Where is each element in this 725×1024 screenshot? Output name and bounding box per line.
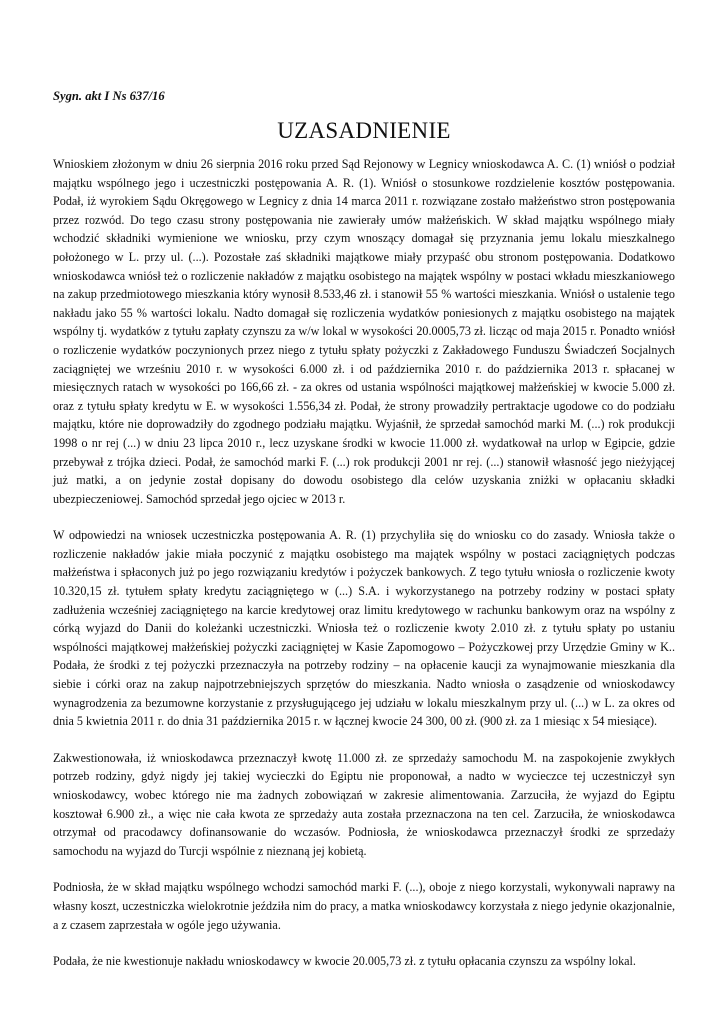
paragraph-3: Zakwestionowała, iż wnioskodawca przeznaczył kwotę 11.000 zł. ze sprzedaży samochodu M. na zaspokojenie zwykłych potrzeb rodziny, gdyż nigdy jej takiej wycieczki do Egiptu nie proponował, a nadto w wycieczce tej uczestniczył syn wnioskodawcy, wobec którego nie ma żadnych zobowiązań w zakresie alimentowania. Zarzuciła, że wyjazd do Egiptu kosztował 6.900 zł., a więc nie cała kwota ze sprzedaży auta została przeznaczona na ten cel. Zarzuciła, że wnioskodawca otrzymał od pracodawcy dofinansowanie do wczasów. Podniosła, że wnioskodawca przeznaczył środki ze sprzedaży samochodu na wyjazd do Turcji wspólnie z nieznaną jej kobietą. (53, 750, 675, 858)
document-page (53, 88, 675, 989)
paragraph-5: Podała, że nie kwestionuje nakładu wnioskodawcy w kwocie 20.005,73 zł. z tytułu opłacania czynszu za wspólny lokal. (53, 954, 636, 969)
paragraph-1: Wnioskiem złożonym w dniu 26 sierpnia 2016 roku przed Sąd Rejonowy w Legnicy wnioskodawca A. C. (1) wniósł o podział majątku wspólnego jego i uczestniczki postępowania A. R. (1). Wniósł o stosunkowe rozdzielenie kosztów postępowania. Podał, iż wyrokiem Sądu Okręgowego w Legnicy z dnia 14 marca 2011 r. rozwiązane zostało małżeństwo stron postępowania przez rozwód. Do tego czasu strony postępowania nie zawierały umów małżeńskich. W skład majątku wspólnego miały wchodzić składniki wymienione we wniosku, przy czym wnoszący domagał się przyznania jemu lokalu mieszkalnego położonego w L. przy ul. (...). Pozostałe zaś składniki majątkowe miały przypaść obu stronom postępowania. Dodatkowo wnioskodawca wniósł też o rozliczenie nakładów z majątku osobistego na majątek wspólny w postaci wkładu mieszkaniowego na zakup przedmiotowego mieszkania który wynosił 8.533,46 zł. i stanowił 55 % wartości mieszkania. Wniósł o ustalenie tego nakładu jako 55 % wartości lokalu. Nadto domagał się rozliczenia wydatków poniesionych z majątku osobistego na majątek wspólny tj. wydatków z tytułu zapłaty czynszu za w/w lokal w wysokości 20.0005,73 zł. licząc od maja 2015 r. Ponadto wniósł o rozliczenie wydatków poczynionych przez niego z tytułu spłaty pożyczki z Zakładowego Funduszu Świadczeń Socjalnych zaciągniętej we wrześniu 2010 r. w wysokości 6.000 zł. i od października 2010 r. do października 2013 r. spłacanej w miesięcznych ratach w wysokości po 166,66 zł. - za okres od ustania wspólności majątkowej małżeńskiej w kwocie 5.000 zł. oraz z tytułu spłaty kredytu w E. w wysokości 1.556,34 zł. Podał, że strony prowadziły pertraktacje ugodowe co do podziału majątku, które nie doprowadziły do zgodnego podziału majątku. Wyjaśnił, że sprzedał samochód marki M. (...) rok produkcji 1998 o nr rej (...) w dniu 23 lipca 2010 r., lecz uzyskane środki w kwocie 11.000 zł. wydatkował na urlop w Egipcie, gdzie przebywał z trójka dzieci. Podał, że samochód marki F. (...) rok produkcji 2001 nr rej. (...) stanowił własność jego nieżyjącej już matki, a on jedynie został dopisany do dowodu osobistego dla celów uzyskania zniżki w opłacaniu składki ubezpieczeniowej. Samochód sprzedał jego ojciec w 2013 r. (53, 157, 675, 506)
paragraph-4: Podniosła, że w skład majątku wspólnego wchodzi samochód marki F. (...), oboje z niego korzystali, wykonywali naprawy na własny koszt, uczestniczka wielokrotnie jeździła nim do pracy, a matka wnioskodawcy korzystała z niego jedynie okazjonalnie, a z czasem zaprzestała w ogóle jego używania. (53, 880, 675, 932)
document-title: UZASADNIENIE (277, 118, 451, 143)
paragraph-2: W odpowiedzi na wniosek uczestniczka postępowania A. R. (1) przychyliła się do wniosku co do zasady. Wniosła także o rozliczenie nakładów jakie miała poczynić z majątku osobistego ma majątek wspólny w postaci zaciągniętych podczas małżeństwa i spłaconych już po jego rozwiązaniu kredytów i pożyczek bankowych. Z tego tytułu wniosła o rozliczenie kwoty 10.320,15 zł. tytułem spłaty kredytu zaciągniętego w (...) S.A. i wykorzystanego na potrzeby rodziny w postaci spłaty zadłużenia wcześniej zaciągniętego na karcie kredytowej oraz limitu kredytowego w rachunku bankowym oraz na wspólny z córką wyjazd do Danii do koleżanki uczestniczki. Wniosła też o rozliczenie kwoty 2.010 zł. z tytułu spłaty po ustaniu wspólności majątkowej małżeńskiej pożyczki zaciągniętej w Kasie Zapomogowo – Pożyczkowej przy Urzędzie Gminy w K.. Podała, że środki z tej pożyczki przeznaczyła na potrzeby rodziny – na opłacenie kaucji za wynajmowanie mieszkania dla siebie i córki oraz na zakup najpotrzebniejszych sprzętów do mieszkania. Nadto wniosła o zasądzenie od wnioskodawcy wynagrodzenia za bezumowne korzystanie z przysługującego jej udziału w lokalu mieszkalnym przy ul. (...) w L. za okres od dnia 5 kwietnia 2011 r. do dnia 31 października 2015 r. w łącznej kwocie 24 300, 00 zł. (900 zł. za 1 miesiąc x 54 miesiące). (53, 528, 675, 729)
case-reference: Sygn. akt I Ns 637/16 (53, 89, 165, 103)
